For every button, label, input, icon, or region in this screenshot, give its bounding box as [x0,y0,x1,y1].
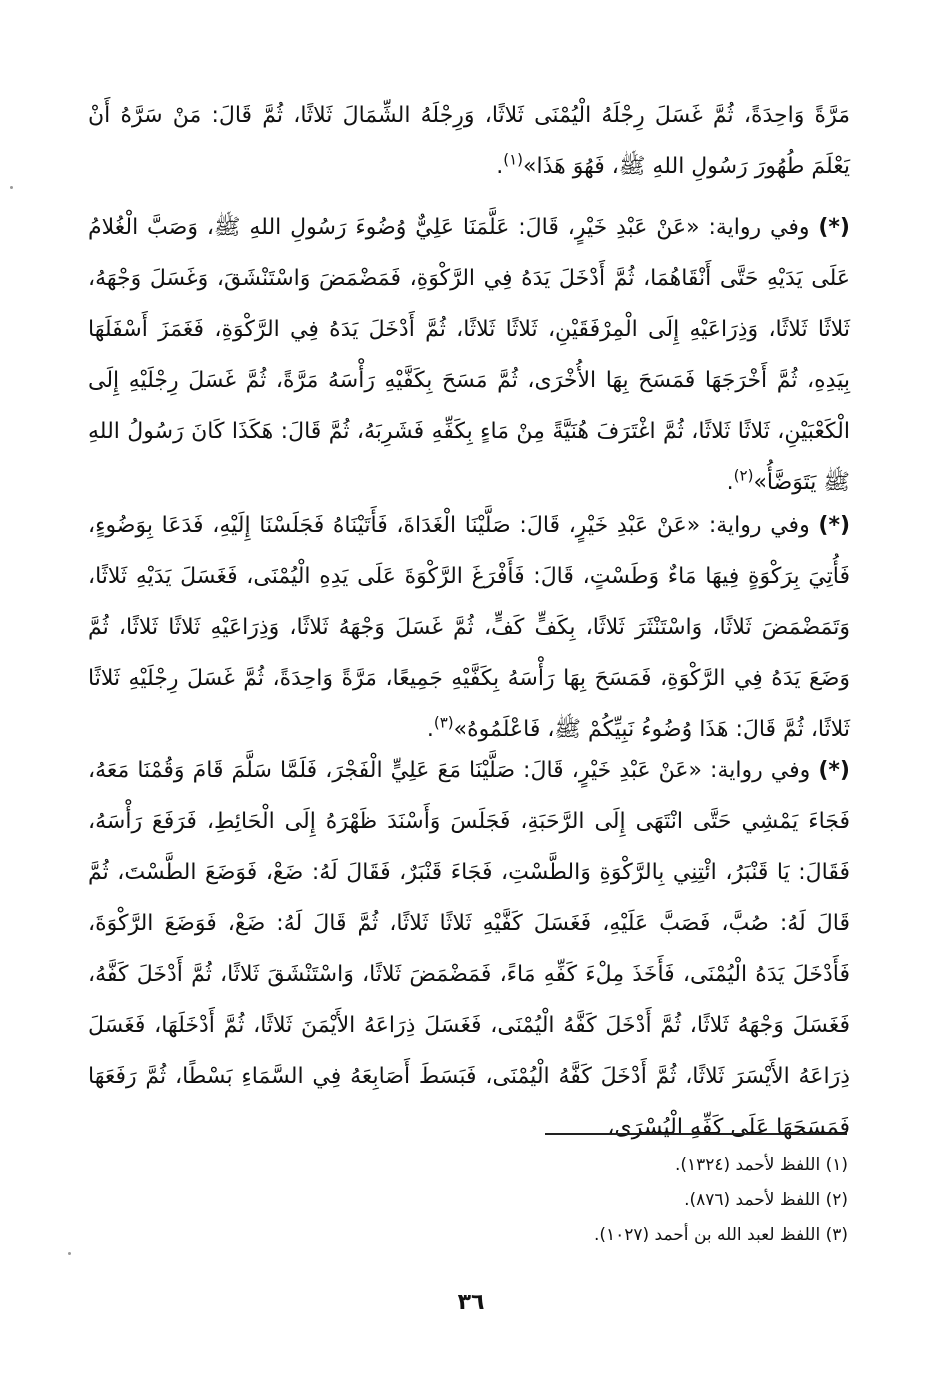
footnote-ref[interactable]: (٣) [433,713,454,732]
narration-text: وفي رواية: «عَنْ عَبْدِ خَيْرٍ، قَالَ: عَلَّمَنَا عَلِيٌّ وُضُوءَ رَسُولِ اللهِ ﷺ، وَصَبَّ الْغُلامُ عَلَى يَدَيْهِ حَتَّى أَنْقَاهُمَا، ثُمَّ أَدْخَلَ يَدَهُ فِي الرَّكْوَةِ، فَمَضْمَضَ وَاسْتَنْشَقَ، وَغَسَلَ وَجْهَهُ، ثَلاثًا ثَلاثًا، وَذِرَاعَيْهِ إِلَى الْمِرْفَقَيْنِ، ثَلاثًا ثَلاثًا، ثُمَّ أَدْخَلَ يَدَهُ فِي الرَّكْوَةِ، فَغَمَزَ أَسْفَلَهَا بِيَدِهِ، ثُمَّ أَخْرَجَهَا فَمَسَحَ بِهَا الأُخْرَى، ثُمَّ مَسَحَ بِكَفَّيْهِ رَأْسَهُ مَرَّةً، ثُمَّ غَسَلَ رِجْلَيْهِ إِلَى الْكَعْبَيْنِ، ثَلاثًا ثَلاثًا، ثُمَّ اغْتَرَفَ هُنَيَّةً مِنْ مَاءٍ بِكَفِّهِ فَشَرِبَهُ، ثُمَّ قَالَ: هَكَذَا كَانَ رَسُولُ اللهِ ﷺ يَتَوَضَّأُ» [88,215,850,495]
paragraph-text: (*) وفي رواية: «عَنْ عَبْدِ خَيْرٍ، قَالَ: صَلَّيْنَا الْغَدَاةَ، فَأَتَيْنَاهُ فَجَلَسْنَا إِلَيْهِ، فَدَعَا بِوَضُوءٍ، فَأُتِيَ بِرَكْوَةٍ فِيهَا مَاءٌ وَطَسْتٍ، قَالَ: فَأَفْرَغَ الرَّكْوَةَ عَلَى يَدِهِ الْيُمْنَى، فَغَسَلَ يَدَيْهِ ثَلاثًا، وَتَمَضْمَضَ ثَلاثًا، وَاسْتَنْثَرَ ثَلاثًا، بِكَفٍّ كَفٍّ، ثُمَّ غَسَلَ وَجْهَهُ ثَلاثًا، وَذِرَاعَيْهِ ثَلاثًا ثَلاثًا، ثُمَّ وَضَعَ يَدَهُ فِي الرَّكْوَةِ، فَمَسَحَ بِهَا رَأْسَهُ بِكَفَّيْهِ جَمِيعًا، مَرَّةً وَاحِدَةً، ثُمَّ غَسَلَ رِجْلَيْهِ ثَلاثًا ثَلاثًا، ثُمَّ قَالَ: هَذَا وُضُوءُ نَبِيِّكُمْ ﷺ، فَاعْلَمُوهُ»$^{(٣)}$. [88,513,851,742]
asterisk-marker: (*) [818,513,851,538]
narration-text: وفي رواية: «عَنْ عَبْدِ خَيْرٍ، قَالَ: صَلَّيْنَا الْغَدَاةَ، فَأَتَيْنَاهُ فَجَلَسْنَا إِلَيْهِ، فَدَعَا بِوَضُوءٍ، فَأُتِيَ بِرَكْوَةٍ فِيهَا مَاءٌ وَطَسْتٍ، قَالَ: فَأَفْرَغَ الرَّكْوَةَ عَلَى يَدِهِ الْيُمْنَى، فَغَسَلَ يَدَيْهِ ثَلاثًا، وَتَمَضْمَضَ ثَلاثًا، وَاسْتَنْثَرَ ثَلاثًا، بِكَفٍّ كَفٍّ، ثُمَّ غَسَلَ وَجْهَهُ ثَلاثًا، وَذِرَاعَيْهِ ثَلاثًا ثَلاثًا، ثُمَّ وَضَعَ يَدَهُ فِي الرَّكْوَةِ، فَمَسَحَ بِهَا رَأْسَهُ بِكَفَّيْهِ جَمِيعًا، مَرَّةً وَاحِدَةً، ثُمَّ غَسَلَ رِجْلَيْهِ ثَلاثًا ثَلاثًا، ثُمَّ قَالَ: هَذَا وُضُوءُ نَبِيِّكُمْ ﷺ، فَاعْلَمُوهُ» [88,513,850,742]
footnotes [460,1148,848,1253]
footnote-3: (٣) اللفظ لعبد الله بن أحمد (١٠٢٧). [593,1225,848,1245]
page-number: ٣٦ [457,1290,485,1315]
paragraph-text: (*) وفي رواية: «عَنْ عَبْدِ خَيْرٍ، قَالَ: عَلَّمَنَا عَلِيٌّ وُضُوءَ رَسُولِ اللهِ ﷺ، وَصَبَّ الْغُلامُ عَلَى يَدَيْهِ حَتَّى أَنْقَاهُمَا، ثُمَّ أَدْخَلَ يَدَهُ فِي الرَّكْوَةِ، فَمَضْمَضَ وَاسْتَنْشَقَ، وَغَسَلَ وَجْهَهُ، ثَلاثًا ثَلاثًا، وَذِرَاعَيْهِ إِلَى الْمِرْفَقَيْنِ، ثَلاثًا ثَلاثًا، ثُمَّ أَدْخَلَ يَدَهُ فِي الرَّكْوَةِ، فَغَمَزَ أَسْفَلَهَا بِيَدِهِ، ثُمَّ أَخْرَجَهَا فَمَسَحَ بِهَا الأُخْرَى، ثُمَّ مَسَحَ بِكَفَّيْهِ رَأْسَهُ مَرَّةً، ثُمَّ غَسَلَ رِجْلَيْهِ إِلَى الْكَعْبَيْنِ، ثَلاثًا ثَلاثًا، ثُمَّ اغْتَرَفَ هُنَيَّةً مِنْ مَاءٍ بِكَفِّهِ فَشَرِبَهُ، ثُمَّ قَالَ: هَكَذَا كَانَ رَسُولُ اللهِ ﷺ يَتَوَضَّأُ»$^{(٢)}$. [88,215,850,495]
footnote-ref[interactable]: (١) [503,150,524,169]
paragraph-text: مَرَّةً وَاحِدَةً، ثُمَّ غَسَلَ رِجْلَهُ الْيُمْنَى ثَلاثًا، وَرِجْلَهُ الشِّمَالَ ثَلاثًا، ثُمَّ قَالَ: مَنْ سَرَّهُ أَنْ يَعْلَمَ طُهُورَ رَسُولِ اللهِ ﷺ، فَهُوَ هَذَا»$^{(١)}$. [88,103,850,179]
asterisk-marker: (*) [818,215,850,240]
continuation-paragraph [88,90,850,192]
asterisk-marker: (*) [818,758,850,783]
footnote-2: (٢) اللفظ لأحمد (٨٧٦). [684,1190,848,1210]
paragraph-text [88,745,850,1153]
narration-paragraph-1 [88,202,850,508]
narration-paragraph-2 [88,500,850,755]
footnote-ref[interactable]: (٢) [733,466,754,485]
scan-speck [68,1252,71,1255]
narration-text: وفي رواية: «عَنْ عَبْدِ خَيْرٍ، قَالَ: صَلَّيْنَا مَعَ عَلِيٍّ الْفَجْرَ، فَلَمَّا سَلَّمَ قَامَ وَقُمْنَا مَعَهُ، فَجَاءَ يَمْشِي حَتَّى انْتَهَى إِلَى الرَّحَبَةِ، فَجَلَسَ وَأَسْنَدَ ظَهْرَهُ إِلَى الْحَائِطِ، فَرَفَعَ رَأْسَهُ، فَقَالَ: يَا قَنْبَرُ، ائْتِنِي بِالرَّكْوَةِ وَالطَّسْتِ، فَجَاءَ قَنْبَرٌ، فَقَالَ لَهُ: ضَعْ، فَوَضَعَ الطَّسْتَ، ثُمَّ قَالَ لَهُ: صُبَّ، فَصَبَّ عَلَيْهِ، فَغَسَلَ كَفَّيْهِ ثَلاثًا ثَلاثًا، ثُمَّ قَالَ لَهُ: ضَعْ، فَوَضَعَ الرَّكْوَةَ، فَأَدْخَلَ يَدَهُ الْيُمْنَى، فَأَخَذَ مِلْءَ كَفِّهِ مَاءً، فَمَضْمَضَ ثَلاثًا، وَاسْتَنْشَقَ ثَلاثًا، ثُمَّ أَدْخَلَ كَفَّهُ، فَغَسَلَ وَجْهَهُ ثَلاثًا، ثُمَّ أَدْخَلَ كَفَّهُ الْيُمْنَى، فَغَسَلَ ذِرَاعَهُ الأَيْمَنَ ثَلاثًا، ثُمَّ أَدْخَلَهَا، فَغَسَلَ ذِرَاعَهُ الأَيْسَرَ ثَلاثًا، ثُمَّ أَدْخَلَ كَفَّهُ الْيُمْنَى، فَبَسَطَ أَصَابِعَهُ فِي السَّمَاءِ بَسْطًا، ثُمَّ رَفَعَهَا فَمَسَحَهَا عَلَى كَفِّهِ الْيُسْرَى، [88,758,850,1140]
footnote-divider [545,1133,847,1135]
footnote-1: (١) اللفظ لأحمد (١٣٢٤). [674,1155,848,1175]
scan-speck [10,186,13,189]
narration-paragraph-3 [88,745,850,1153]
intro-text: مَرَّةً وَاحِدَةً، ثُمَّ غَسَلَ رِجْلَهُ الْيُمْنَى ثَلاثًا، وَرِجْلَهُ الشِّمَالَ ثَلاثًا، ثُمَّ قَالَ: مَنْ سَرَّهُ أَنْ يَعْلَمَ طُهُورَ رَسُولِ اللهِ ﷺ، فَهُوَ هَذَا» [88,103,850,179]
